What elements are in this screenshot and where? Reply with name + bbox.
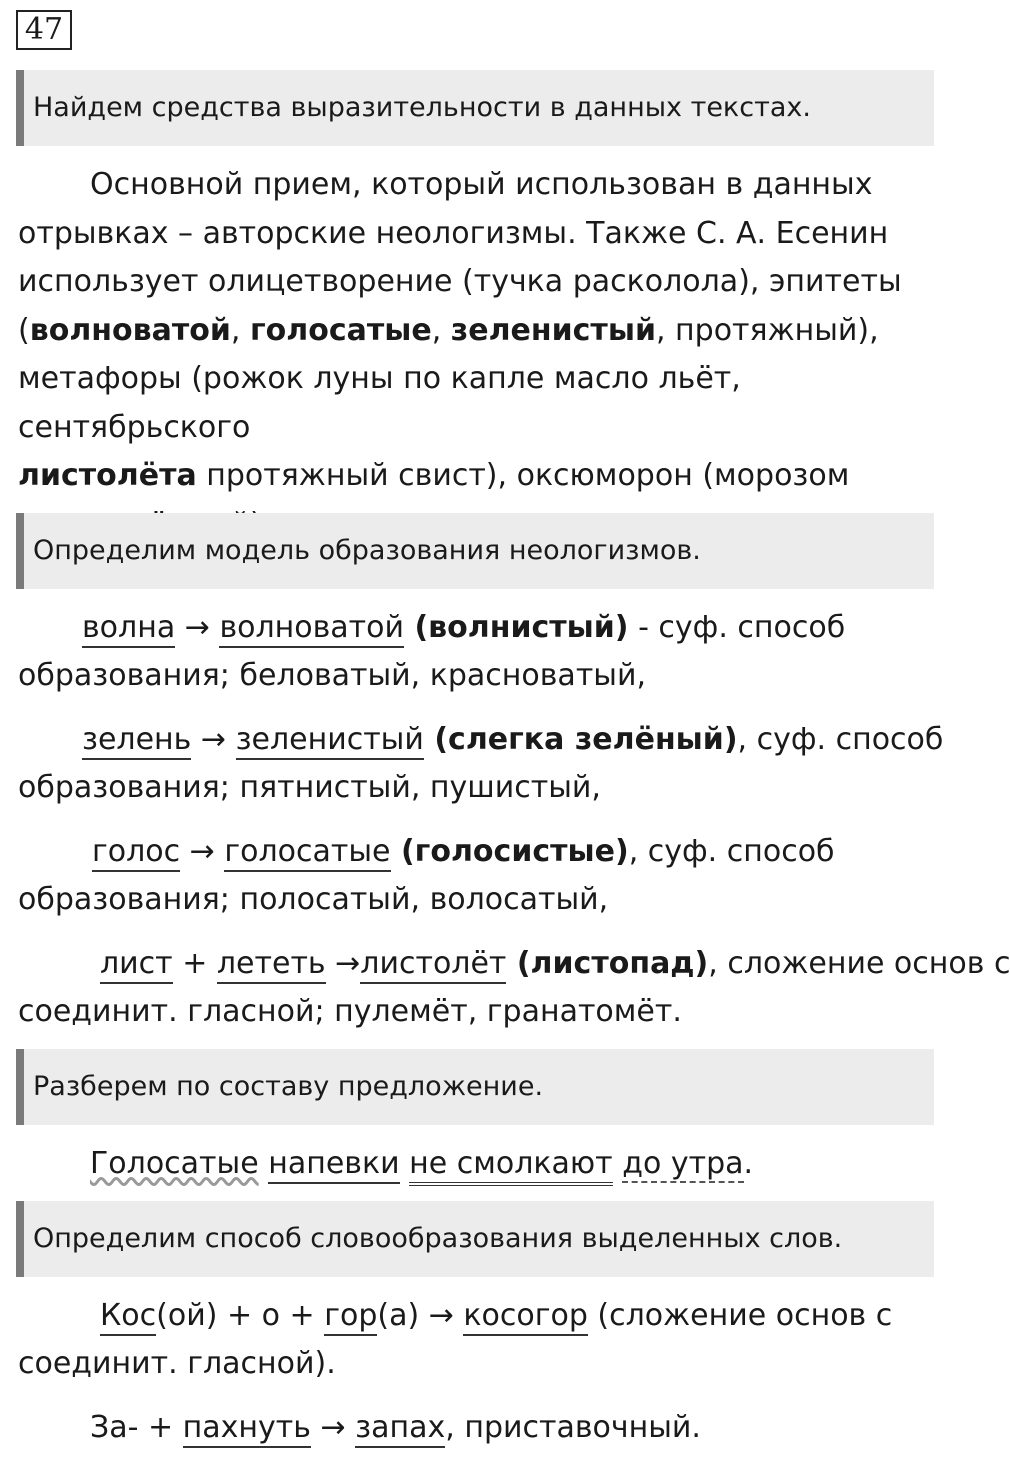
adverbial-word: до утра <box>622 1146 744 1181</box>
attribute-word: Голосатые <box>90 1146 259 1181</box>
subject-word: напевки <box>268 1146 399 1184</box>
root-word: лететь <box>217 946 326 984</box>
model-line: соединит. гласной; пулемёт, гранатомёт. <box>18 994 682 1029</box>
model-line: голос → голосатые (голосистые), суф. способ <box>92 828 835 876</box>
model-line: образования; беловатый, красноватый, <box>18 658 647 693</box>
derivation-line: соединит. гласной). <box>18 1346 336 1381</box>
bold-word: листолёта <box>18 458 197 493</box>
bold-word: зеленистый <box>450 312 656 348</box>
section-heading: Найдем средства выразительности в данных текстах. <box>16 70 934 146</box>
derivation-line: За- + пахнуть → запах, приставочный. <box>90 1404 701 1452</box>
task-number: 47 <box>16 10 72 50</box>
root-part: пахнуть <box>183 1410 311 1448</box>
text-line: (волноватой, голосатые, зеленистый, протяжный), <box>18 312 879 348</box>
model-line: зелень → зеленистый (слегка зелёный), суф. способ <box>82 716 943 764</box>
text-line: использует олицетворение (тучка расколола), эпитеты <box>18 264 902 299</box>
section-heading: Определим модель образования неологизмов. <box>16 513 934 589</box>
prefix-part: За- <box>90 1410 139 1445</box>
derived-word: листолёт <box>360 946 506 984</box>
predicate-word: не смолкают <box>409 1146 613 1186</box>
derived-word: волноватой <box>219 610 404 648</box>
model-line: образования; полосатый, волосатый, <box>18 882 609 917</box>
root-word: зелень <box>82 722 191 760</box>
derived-word: косогор <box>463 1298 587 1336</box>
model-line: лист + лететь →листолёт (листопад), сложение основ с <box>100 940 1010 988</box>
text-line: Основной прием, который использован в данных <box>90 167 873 202</box>
root-part: Кос <box>100 1298 156 1336</box>
root-word: голос <box>92 834 180 872</box>
text-line: отрывках – авторские неологизмы. Также С. А. Есенин <box>18 215 889 251</box>
section-heading: Разберем по составу предложение. <box>16 1049 934 1125</box>
derived-word: зеленистый <box>236 722 424 760</box>
root-word: волна <box>82 610 175 648</box>
sentence-parse: Голосатые напевки не смолкают до утра. <box>90 1140 753 1188</box>
derived-word: голосатые <box>224 834 390 872</box>
text-line: листолёта протяжный свист), оксюморон (морозом <box>18 458 850 493</box>
bold-word: волноватой <box>29 312 231 348</box>
bold-word: голосатые <box>249 312 432 348</box>
derived-word: запах <box>355 1410 445 1448</box>
model-line: волна → волноватой (волнистый) - суф. способ <box>82 604 845 652</box>
root-word: лист <box>100 946 173 984</box>
paragraph-expressive-means <box>18 161 938 549</box>
section-heading: Определим способ словообразования выделенных слов. <box>16 1201 934 1277</box>
derivation-line: Кос(ой) + о + гор(а) → косогор (сложение основ с <box>100 1292 892 1340</box>
root-part: гор <box>324 1298 377 1336</box>
model-line: образования; пятнистый, пушистый, <box>18 770 601 805</box>
text-line: метафоры (рожок луны по капле масло льёт, сентябрьского <box>18 361 741 445</box>
